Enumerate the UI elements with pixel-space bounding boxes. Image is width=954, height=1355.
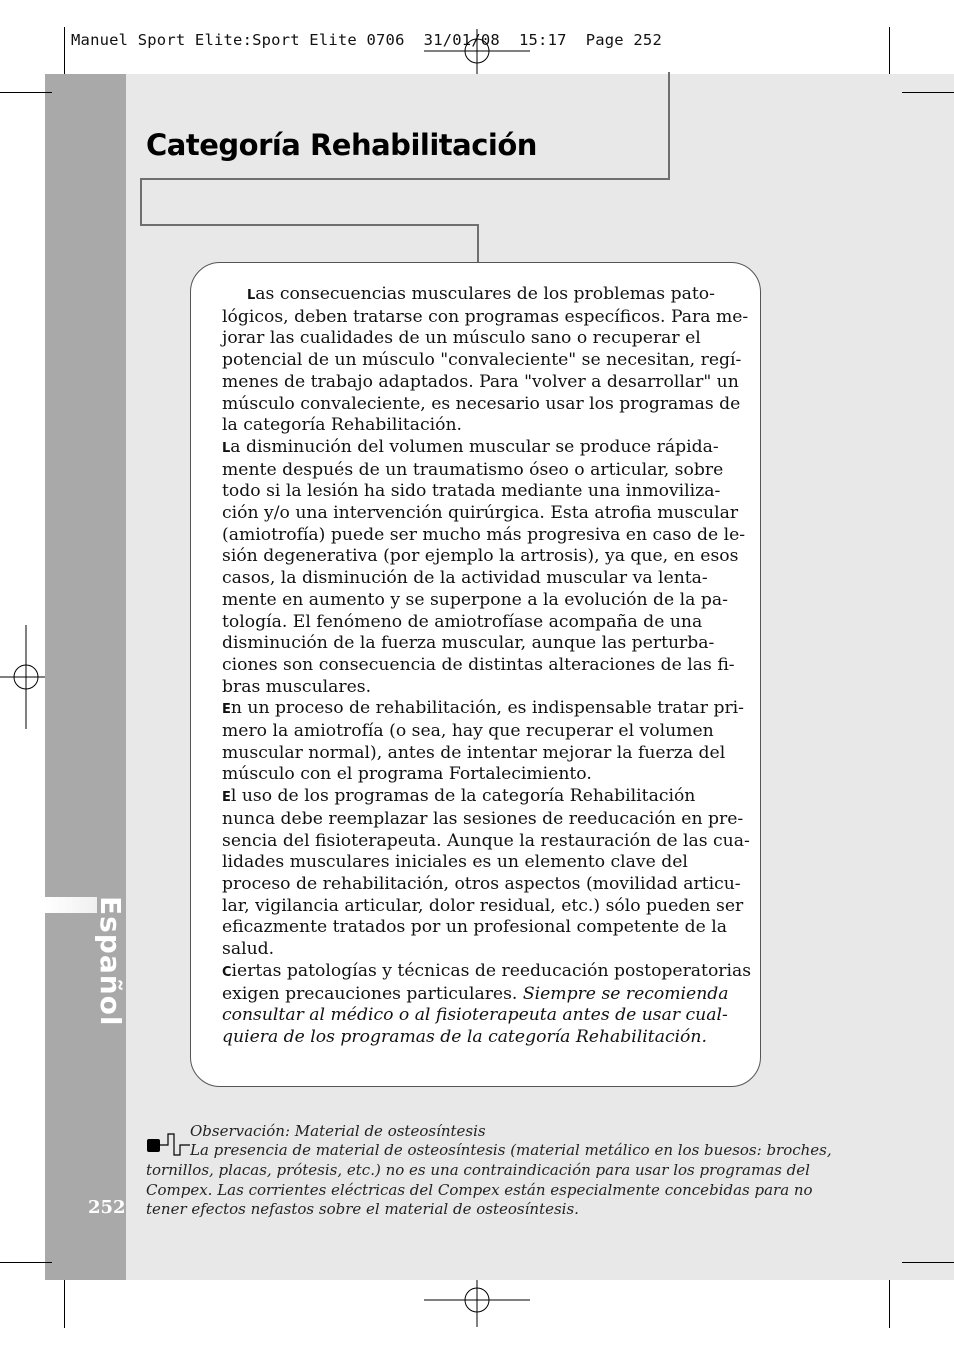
text-line: mero la amiotrofía (o sea, hay que recuperar el volumen	[222, 721, 714, 742]
crop-mark	[64, 27, 65, 77]
crop-mark	[902, 1262, 954, 1263]
registration-target-icon	[424, 29, 530, 79]
text-line: salud.	[222, 939, 275, 960]
text-line: sión degenerativa (por ejemplo la artrosis), ya que, en esos	[222, 546, 739, 567]
text-line: la categoría Rehabilitación.	[222, 415, 463, 436]
text-line: disminución de la fuerza muscular, aunque las perturba-	[222, 633, 715, 654]
printer-slug: Manuel Sport Elite:Sport Elite 0706 31/01/08 15:17 Page 252	[71, 31, 662, 49]
text-line: mente después de un traumatismo óseo o articular, sobre	[222, 459, 724, 480]
registration-target-icon	[424, 1275, 530, 1327]
language-label: Español	[94, 896, 127, 1027]
text-line: La disminución del volumen muscular se produce rápida-	[222, 436, 719, 457]
title-bracket-line	[140, 224, 479, 226]
crop-mark	[889, 27, 890, 77]
text-line: muscular normal), antes de intentar mejorar la fuerza del	[222, 742, 726, 763]
drop-initial: E	[222, 702, 231, 718]
italic-text: Siempre se recomienda	[522, 983, 729, 1004]
title-bracket-line	[140, 178, 670, 180]
text-line: mente en aumento y se superpone a la evolución de la pa-	[222, 589, 728, 610]
text-line: jorar las cualidades de un músculo sano o recuperar el	[222, 328, 701, 349]
title-bracket-line	[477, 224, 479, 263]
sidebar	[45, 74, 126, 1280]
text-line: lar, vigilancia articular, dolor residual, etc.) sólo pueden ser	[222, 895, 744, 916]
text-line: (amiotrofía) puede ser mucho más progresiva en caso de le-	[222, 524, 746, 545]
text-line: consultar al médico o al fisioterapeuta antes de usar cual-	[222, 1005, 728, 1026]
text-line: casos, la disminución de la actividad muscular va lenta-	[222, 568, 708, 589]
text-line: menes de trabajo adaptados. Para "volver a desarrollar" un	[222, 371, 739, 392]
note-line: tener efectos nefastos sobre el material de osteosíntesis.	[146, 1200, 579, 1219]
drop-initial: L	[222, 440, 231, 456]
text-line: potencial de un músculo "convaleciente" se necesitan, regí-	[222, 350, 742, 371]
page-title: Categoría Rehabilitación	[146, 128, 537, 162]
note-text	[146, 1141, 832, 1220]
note-title: Observación: Material de osteosíntesis	[190, 1122, 486, 1140]
title-bracket-line	[140, 178, 142, 226]
text-line: bras musculares.	[222, 676, 372, 697]
drop-initial: E	[222, 790, 231, 806]
drop-initial: C	[222, 964, 232, 980]
text-line: nunca debe reemplazar las sesiones de reeducación en pre-	[222, 808, 744, 829]
text-line: proceso de rehabilitación, otros aspectos (movilidad articu-	[222, 873, 741, 894]
text-line: El uso de los programas de la categoría Rehabilitación	[222, 786, 696, 807]
crop-mark	[64, 1278, 65, 1328]
text-line: músculo con el programa Fortalecimiento.	[222, 764, 592, 785]
text-line: En un proceso de rehabilitación, es indispensable tratar pri-	[222, 698, 744, 719]
crop-mark	[0, 92, 52, 93]
crop-mark	[902, 92, 954, 93]
crop-mark	[0, 1262, 52, 1263]
text-line: músculo convaleciente, es necesario usar los programas de	[222, 393, 741, 414]
text-line: lógicos, deben tratarse con programas específicos. Para me-	[222, 306, 749, 327]
body-text	[222, 284, 752, 1049]
text-line: Las consecuencias musculares de los problemas pato-	[247, 284, 715, 304]
title-bracket-line	[668, 72, 670, 180]
text-line: tología. El fenómeno de amiotrofíase acompaña de una	[222, 611, 703, 632]
text-line: quiera de los programas de la categoría Rehabilitación.	[222, 1026, 707, 1047]
text-line: ción y/o una intervención quirúrgica. Esta atrofia muscular	[222, 503, 739, 524]
text-line: eficazmente tratados por un profesional competente de la	[222, 917, 727, 938]
crop-mark	[889, 1278, 890, 1328]
text-line: sencia del fisioterapeuta. Aunque la restauración de las cua-	[222, 830, 750, 851]
text-line: lidades musculares iniciales es un elemento clave del	[222, 852, 688, 873]
text-line: todo si la lesión ha sido tratada mediante una inmoviliza-	[222, 481, 721, 502]
text-line: ciones son consecuencia de distintas alteraciones de las fi-	[222, 654, 735, 675]
note-line: La presencia de material de osteosíntesis (material metálico en los buesos: broches,	[190, 1141, 832, 1159]
text-line: exigen precauciones particulares. Siempre se recomienda	[222, 983, 729, 1004]
note-line: tornillos, placas, prótesis, etc.) no es una contraindicación para usar los programas del	[146, 1160, 810, 1179]
page-number: 252	[88, 1197, 126, 1218]
text-line: Ciertas patologías y técnicas de reeducación postoperatorias	[222, 960, 752, 981]
note-line: Compex. Las corrientes eléctricas del Compex están especialmente concebidas para no	[146, 1180, 813, 1199]
drop-initial: L	[247, 288, 256, 303]
